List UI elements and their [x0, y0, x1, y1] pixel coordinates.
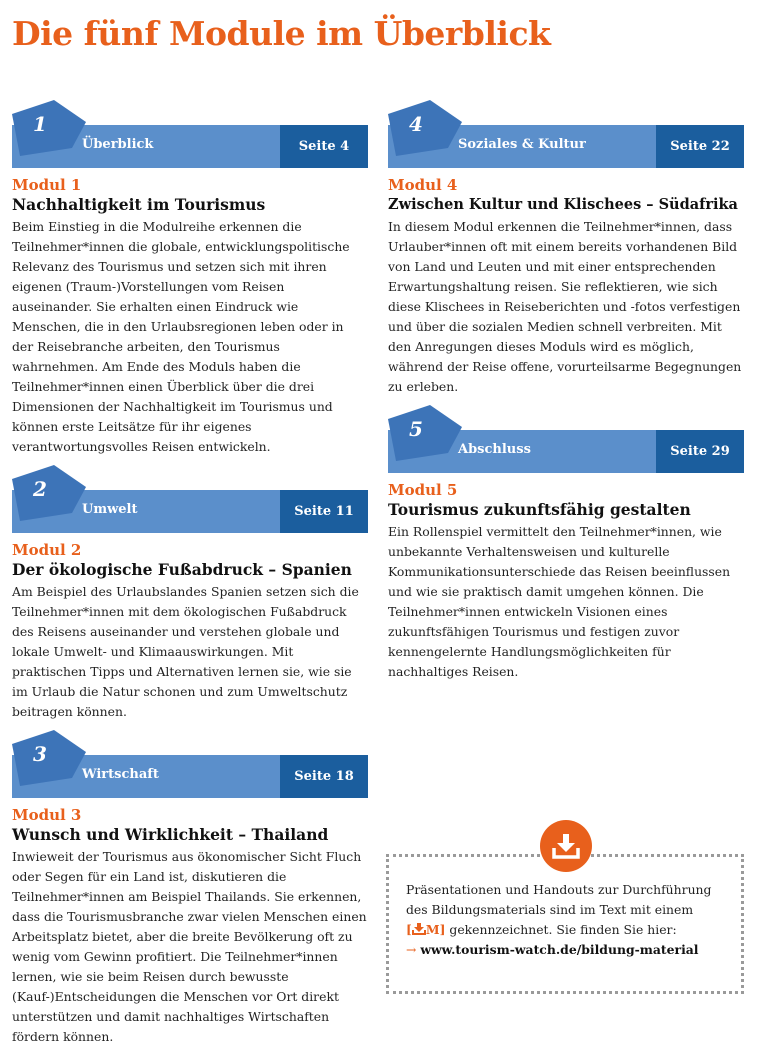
page-reference: Seite 22 — [656, 125, 744, 168]
module-text: Am Beispiel des Urlaubslandes Spanien setzen sich die Teilnehmer*innen mit dem ökologischen Fußabdruck des Reisens auseinander und verstehen globale und lokale Umwelt- und Klimaauswirkungen. Mit praktischen Tipps und Alternativen lernen sie, wie sie im Urlaub die Natur schonen und zum Umweltschutz beitragen können. — [12, 584, 359, 719]
module-text: Ein Rollenspiel vermittelt den Teilnehmer*innen, wie unbekannte Verhaltensweisen und kulturelle Kommunikationsunterschiede das Reisen beeinflussen und wie sie praktisch damit umgehen können. Die Teilnehmer*innen entwickeln Visionen eines zukunftsfähigen Tourismus und festigen zuvor kennengelernte Handlungsmöglichkeiten für nachhaltiges Reisen. — [388, 524, 731, 679]
info-line-3-rest: gekennzeichnet. Sie finden Sie hier: — [445, 922, 677, 937]
module-text: In diesem Modul erkennen die Teilnehmer*innen, dass Urlauber*innen oft mit einem bereits vorhandenen Bild von Land und Leuten und mit einer entsprechenden Erwartungshaltung reisen. Sie reflektieren, wie sich diese Klischees in Reiseberichten und -fotos verfestigen und über die sozialen Medien schnell verbreiten. Mit den Anregungen dieses Moduls wird es möglich, während der Reise offene, vorurteilsarme Begegnungen zu erleben. — [388, 219, 742, 394]
module-1-banner — [12, 100, 368, 168]
info-link-line — [406, 940, 736, 960]
module-label: Abschluss — [458, 442, 531, 457]
module-number: 5 — [409, 417, 423, 441]
module-kicker: Modul 2 — [12, 541, 82, 559]
module-heading: Tourismus zukunftsfähig gestalten — [388, 500, 691, 519]
module-kicker: Modul 5 — [388, 481, 458, 499]
module-text: Beim Einstieg in die Modulreihe erkennen die Teilnehmer*innen die globale, entwicklungspolitische Relevanz des Tourismus und setzen sich mit ihren eigenen (Traum-)Vorstellungen vom Reisen auseinander. Sie erhalten einen Eindruck wie Menschen, die in den Urlaubsregionen leben oder in der Reisebranche arbeiten, den Tourismus wahrnehmen. Am Ende des Moduls haben die Teilnehmer*innen einen Überblick über die drei Dimensionen der Nachhaltigkeit im Tourismus und können erste Leitsätze für ihr eigenes verantwortungsvolles Reisen entwickeln. — [12, 219, 350, 454]
page-reference: Seite 29 — [656, 430, 744, 473]
marker-open: [ — [406, 922, 412, 937]
module-4-banner — [388, 100, 744, 168]
module-label: Umwelt — [82, 502, 138, 517]
module-heading: Wunsch und Wirklichkeit – Thailand — [12, 825, 329, 844]
marker-letter: M] — [425, 922, 446, 937]
module-label: Überblick — [82, 137, 154, 152]
module-label: Soziales & Kultur — [458, 137, 586, 152]
website-link[interactable]: www.tourism-watch.de/bildung-material — [420, 942, 699, 957]
info-line-3 — [406, 920, 736, 940]
module-2-banner — [12, 465, 368, 533]
left-column — [12, 100, 368, 1047]
module-number: 3 — [33, 742, 47, 766]
download-icon-glyph — [552, 833, 580, 859]
module-kicker: Modul 4 — [388, 176, 458, 194]
module-number: 4 — [409, 112, 423, 136]
module-heading: Der ökologische Fußabdruck – Spanien — [12, 560, 352, 579]
info-text — [406, 880, 736, 960]
page-reference: Seite 18 — [280, 755, 368, 798]
right-column — [388, 100, 744, 682]
module-heading: Zwischen Kultur und Klischees – Südafrika — [388, 196, 738, 213]
module-kicker: Modul 1 — [12, 176, 82, 194]
module-text: Inwieweit der Tourismus aus ökonomischer Sicht Fluch oder Segen für ein Land ist, diskutieren die Teilnehmer*innen am Beispiel Thailands. Sie erkennen, dass die Tourismusbranche zwar vielen Menschen einen Arbeitsplatz bietet, aber die breite Bevölkerung oft zu wenig vom Gewinn profitiert. Die Teilnehmer*innen lernen, wie sie beim Reisen durch bewusste (Kauf-)Entscheidungen die Menschen vor Ort direkt unterstützen und damit nachhaltiges Wirtschaften fördern können. — [12, 849, 367, 1044]
small-download-icon — [412, 923, 426, 935]
page-title: Die fünf Module im Überblick — [12, 14, 551, 53]
module-kicker: Modul 3 — [12, 806, 82, 824]
module-label: Wirtschaft — [82, 767, 159, 782]
info-line-2: des Bildungsmaterials sind im Text mit einem — [406, 902, 694, 917]
arrow-icon: → — [406, 942, 417, 957]
module-number: 1 — [33, 112, 47, 136]
module-3-banner — [12, 730, 368, 798]
info-line-1: Präsentationen und Handouts zur Durchführung — [406, 882, 712, 897]
page-reference: Seite 11 — [280, 490, 368, 533]
module-heading: Nachhaltigkeit im Tourismus — [12, 195, 266, 214]
module-number: 2 — [33, 477, 47, 501]
page-reference: Seite 4 — [280, 125, 368, 168]
module-5-banner — [388, 405, 744, 473]
download-icon — [540, 820, 592, 872]
